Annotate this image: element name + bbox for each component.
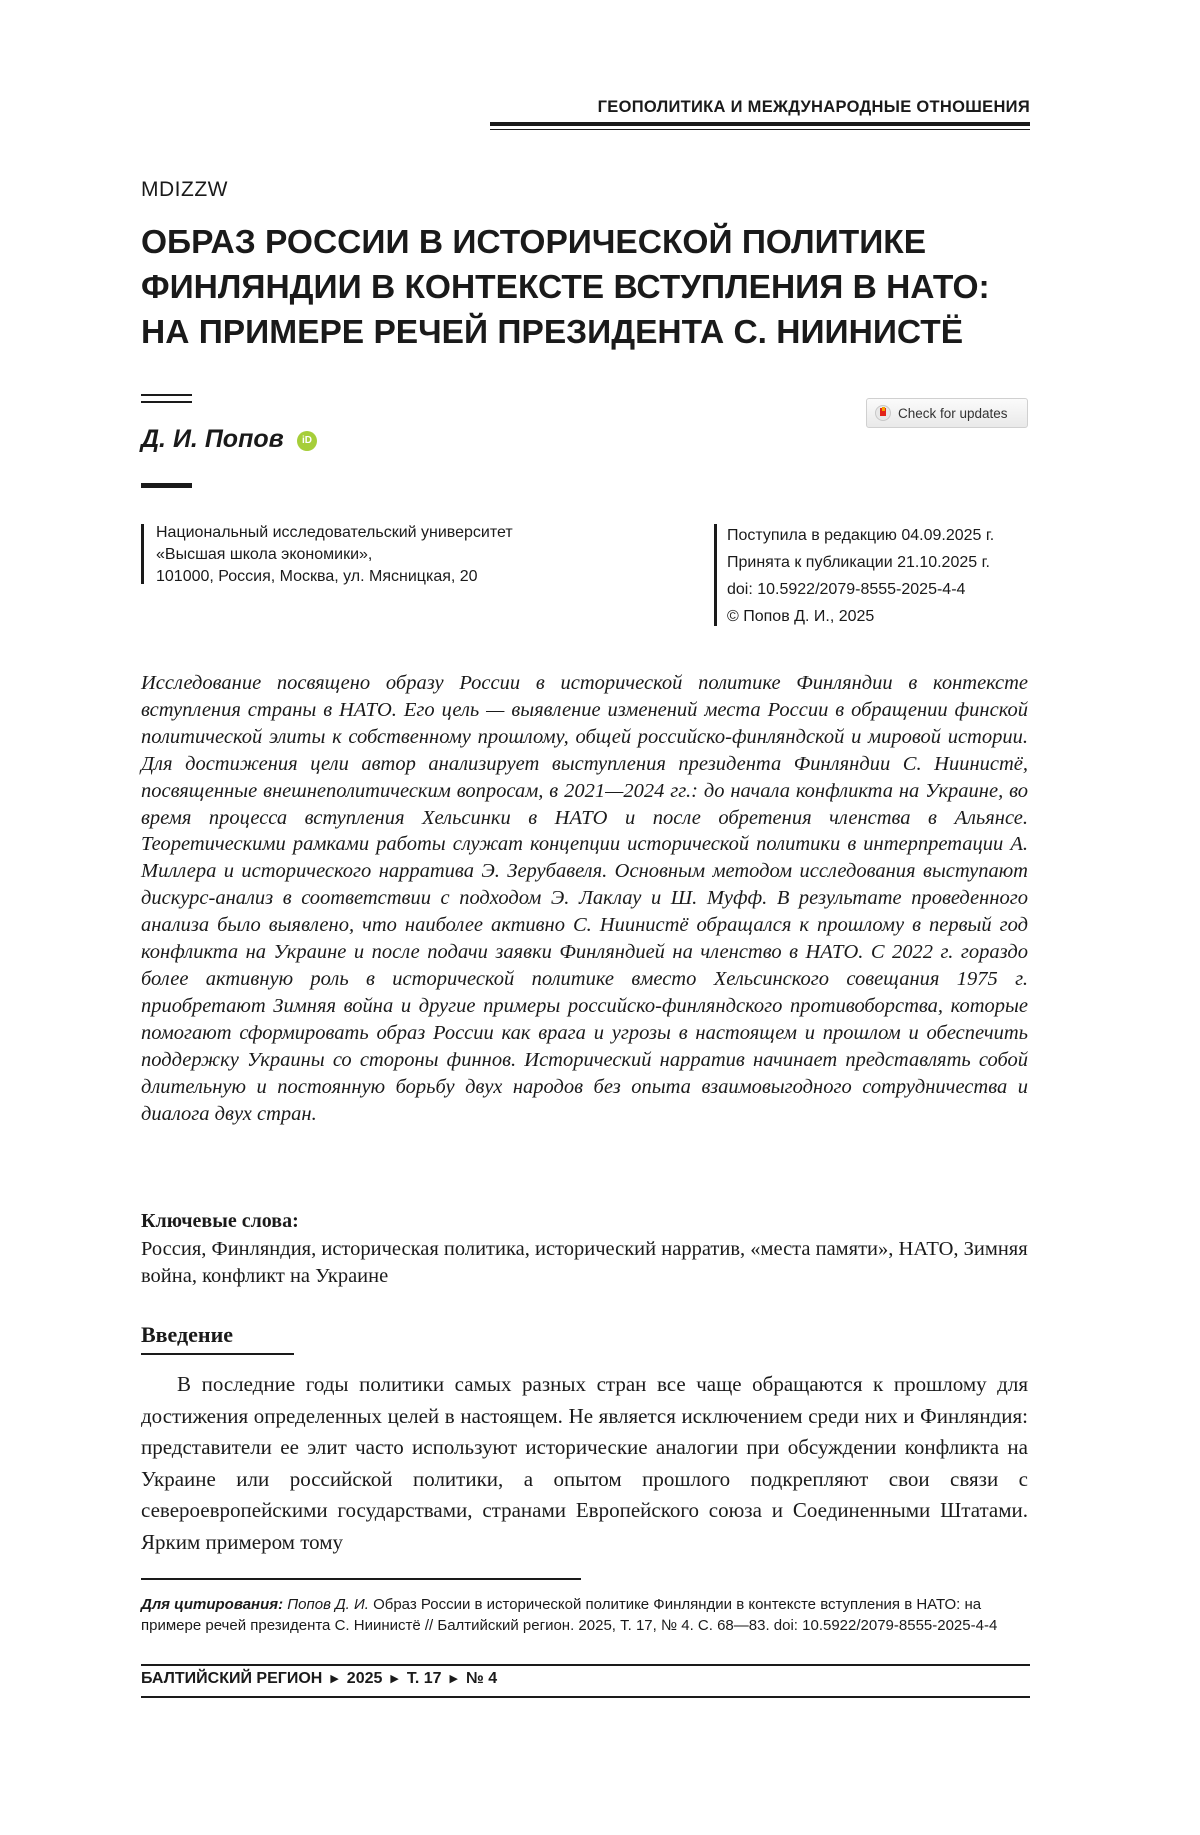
orcid-icon[interactable]: iD [297, 431, 317, 451]
check-for-updates-button[interactable] [866, 398, 1028, 428]
footer-issue: № 4 [465, 1670, 498, 1687]
arrow-icon: ▶ [330, 1673, 339, 1685]
author-rule-top [141, 394, 192, 396]
doi[interactable]: doi: 10.5922/2079-8555-2025-4-4 [727, 581, 966, 598]
introduction-heading-rule [141, 1353, 294, 1355]
keywords-heading: Ключевые слова: [141, 1210, 299, 1232]
accepted-date: Принята к публикации 21.10.2025 г. [727, 554, 990, 571]
citation-text: Образ России в исторической политике Финляндии в контексте вступления в НАТО: на примере речей президента С. Ниинистё // Балтийский регион. 2025, Т. 17, № 4. С. 68—83. doi: 10.5922/2079-8555-2025-4-4 [141, 1596, 998, 1634]
publication-dates [727, 522, 994, 630]
dates-bar [714, 524, 717, 626]
running-header-section: ГЕОПОЛИТИКА И МЕЖДУНАРОДНЫЕ ОТНОШЕНИЯ [597, 98, 1030, 116]
crossmark-icon [875, 405, 891, 421]
author-rule-top-second [141, 401, 192, 403]
footnote-rule [141, 1578, 581, 1580]
header-rule-thick [490, 122, 1030, 126]
affiliation-line-3: 101000, Россия, Москва, ул. Мясницкая, 20 [156, 568, 478, 585]
affiliation-line-1: Национальный исследовательский университет [156, 524, 513, 541]
affiliation-line-2: «Высшая школа экономики», [156, 546, 373, 563]
citation-authors: Попов Д. И. [287, 1596, 369, 1613]
footer-journal: БАЛТИЙСКИЙ РЕГИОН [141, 1670, 323, 1687]
check-for-updates-label: Check for updates [898, 406, 1008, 421]
copyright: © Попов Д. И., 2025 [727, 608, 875, 625]
citation [141, 1594, 1031, 1636]
footer-rule-bottom [141, 1696, 1030, 1698]
udk-code: MDIZZW [141, 178, 228, 201]
abstract: Исследование посвящено образу России в исторической политике Финляндии в контексте вступления страны в НАТО. Его цель — выявление изменений места России в обращении финской политической элиты к собственному прошлому, общей российско-финляндской и мировой истории. Для достижения цели автор анализирует выступления президента Финляндии С. Ниинистё, посвященные внешнеполитическим вопросам, в 2021—2024 гг.: до начала конфликта на Украине, во время процесса вступления Хельсинки в НАТО и после обретения членства в Альянсе. Теоретическими рамками работы служат концепции исторической политики в интерпретации А. Миллера и исторического нарратива Э. Зерубавеля. Основным методом исследования выступают дискурс-анализ в соответствии с подходом Э. Лаклау и Ш. Муфф. В результате проведенного анализа было выявлено, что наиболее активно С. Ниинистё обращался к прошлому в первый год конфликта на Украине и после подачи заявки Финляндией на членство в НАТО. С 2022 г. гораздо более активную роль в исторической политике вместо Хельсинского совещания 1975 г. приобретают Зимняя война и другие примеры российско-финляндского противоборства, которые помогают сформировать образ России как врага и угрозы в настоящем и прошлом и обеспечить поддержку Украины со стороны финнов. Исторический нарратив начинает представлять собой длительную и постоянную борьбу двух народов без опыта взаимовыгодного сотрудничества и диалога двух стран. [141, 672, 1028, 1125]
header-rule-thin [490, 129, 1030, 130]
citation-label: Для цитирования: [141, 1596, 284, 1613]
author-rule-bottom [141, 483, 192, 488]
footer-rule-top [141, 1664, 1030, 1666]
article-title: ОБРАЗ РОССИИ В ИСТОРИЧЕСКОЙ ПОЛИТИКЕ ФИНЛЯНДИИ В КОНТЕКСТЕ ВСТУПЛЕНИЯ В НАТО: НА ПРИМЕРЕ РЕЧЕЙ ПРЕЗИДЕНТА С. НИИНИСТЁ [141, 224, 990, 351]
affiliation-bar [141, 524, 144, 584]
footer-year: 2025 [346, 1670, 383, 1687]
introduction-heading: Введение [141, 1322, 234, 1347]
footer-volume: Т. 17 [406, 1670, 442, 1687]
arrow-icon: ▶ [449, 1673, 458, 1685]
keywords-text: Россия, Финляндия, историческая политика, исторический нарратив, «места памяти», НАТО, Зимняя война, конфликт на Украине [141, 1238, 1028, 1287]
arrow-icon: ▶ [390, 1673, 399, 1685]
author-name: Д. И. Попов [141, 425, 284, 453]
received-date: Поступила в редакцию 04.09.2025 г. [727, 527, 995, 544]
journal-footer [141, 1670, 497, 1688]
introduction-text: В последние годы политики самых разных стран все чаще обращаются к прошлому для достижения определенных целей в настоящем. Не является исключением среди них и Финляндия: представители ее элит часто используют исторические аналогии при обсуждении конфликта на Украине или российской политики, а опытом прошлого подкрепляют свои связи с североевропейскими государствами, странами Европейского союза и Соединенными Штатами. Ярким примером тому [141, 1372, 1028, 1554]
affiliation [156, 522, 513, 588]
